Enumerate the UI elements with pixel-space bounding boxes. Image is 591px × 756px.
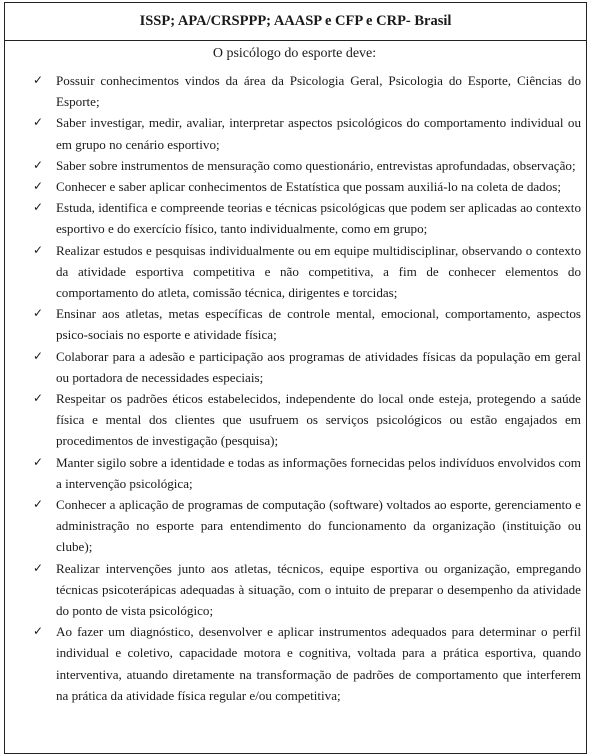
checklist-item-text: Realizar intervenções junto aos atletas, técnicos, equipe esportiva ou organização, empregando técnicas psicoterápicas adequadas à situação, com o intuito de preparar o desempenho da atividade do ponto de vista psicológico; <box>56 560 581 619</box>
checklist-item <box>5 303 584 345</box>
checkmark-icon: ✓ <box>33 200 44 215</box>
checklist-item <box>5 176 584 197</box>
document-table <box>4 2 587 754</box>
checklist-item-text: Realizar estudos e pesquisas individualmente ou em equipe multidisciplinar, observando o contexto da atividade esportiva competitiva e não competitiva, a fim de conhecer elementos do comportamento do atleta, comissão técnica, dirigentes e torcidas; <box>56 242 581 301</box>
table-header <box>5 3 586 41</box>
checkmark-icon: ✓ <box>33 391 44 406</box>
checklist-item-text: Conhecer a aplicação de programas de computação (software) voltados ao esporte, gerenciamento e administração no esporte para entendimento do funcionamento da organização (instituição ou clube); <box>56 497 581 555</box>
checklist-item-text: Colaborar para a adesão e participação aos programas de atividades físicas da população em geral ou portadora de necessidades especiais; <box>56 348 581 385</box>
checklist-item <box>5 197 584 239</box>
checklist-item <box>5 621 584 706</box>
checkmark-icon: ✓ <box>33 454 44 469</box>
checklist-item-text: Ensinar aos atletas, metas específicas de controle mental, emocional, comportamento, aspectos psico-sociais no esporte e atividade física; <box>56 306 581 343</box>
header-title: ISSP; APA/CRSPPP; AAASP e CFP e CRP- Brasil <box>139 13 452 29</box>
checklist-item <box>5 558 584 622</box>
checkmark-icon: ✓ <box>33 624 44 639</box>
checklist-item <box>5 494 584 558</box>
checklist <box>5 70 584 706</box>
table-body <box>5 44 586 706</box>
checklist-item-text: Saber sobre instrumentos de mensuração como questionário, entrevistas aprofundadas, observação; <box>56 157 576 173</box>
checkmark-icon: ✓ <box>33 348 44 363</box>
checkmark-icon: ✓ <box>33 157 44 172</box>
checklist-item-text: Conhecer e saber aplicar conhecimentos de Estatística que possam auxiliá-lo na coleta de dados; <box>56 179 562 195</box>
checklist-item-text: Estuda, identifica e compreende teorias e técnicas psicológicas que podem ser aplicadas ao contexto esportivo e do exercício físico, tanto individualmente, como em grupo; <box>56 200 581 237</box>
checklist-item <box>5 346 584 388</box>
checkmark-icon: ✓ <box>33 115 44 130</box>
checklist-item-text: Manter sigilo sobre a identidade e todas as informações fornecidas pelos indivíduos envolvidos com a intervenção psicológica; <box>56 454 581 491</box>
checklist-item <box>5 240 584 304</box>
checkmark-icon: ✓ <box>33 179 44 194</box>
checklist-item <box>5 452 584 494</box>
checklist-item <box>5 112 584 154</box>
checklist-item <box>5 70 584 112</box>
checklist-item <box>5 388 584 452</box>
checkmark-icon: ✓ <box>33 306 44 321</box>
checkmark-icon: ✓ <box>33 560 44 575</box>
checklist-item-text: Respeitar os padrões éticos estabelecidos, independente do local onde esteja, protegendo a saúde física e mental dos clientes que usufruem os serviços psicológicos ou estão engajados em procedimentos de investigação (pesquisa); <box>56 391 581 449</box>
checklist-item-text: Ao fazer um diagnóstico, desenvolver e aplicar instrumentos adequados para determinar o perfil individual e coletivo, capacidade motora e cognitiva, voltada para a prática esportiva, quando interventiva, atuando diretamente na transformação de padrões de comportamento que interferem na prática da atividade física regular e/ou competitiva; <box>56 624 581 703</box>
section-subtitle: O psicólogo do esporte deve: <box>212 46 377 61</box>
checkmark-icon: ✓ <box>33 497 44 512</box>
checkmark-icon: ✓ <box>33 73 44 87</box>
checklist-item-text: Saber investigar, medir, avaliar, interpretar aspectos psicológicos do comportamento individual ou em grupo no cenário esportivo; <box>56 115 581 152</box>
checklist-item <box>5 155 584 176</box>
checkmark-icon: ✓ <box>33 242 44 257</box>
checklist-item-text: Possuir conhecimentos vindos da área da Psicologia Geral, Psicologia do Esporte, Ciências do Esporte; <box>56 73 581 110</box>
